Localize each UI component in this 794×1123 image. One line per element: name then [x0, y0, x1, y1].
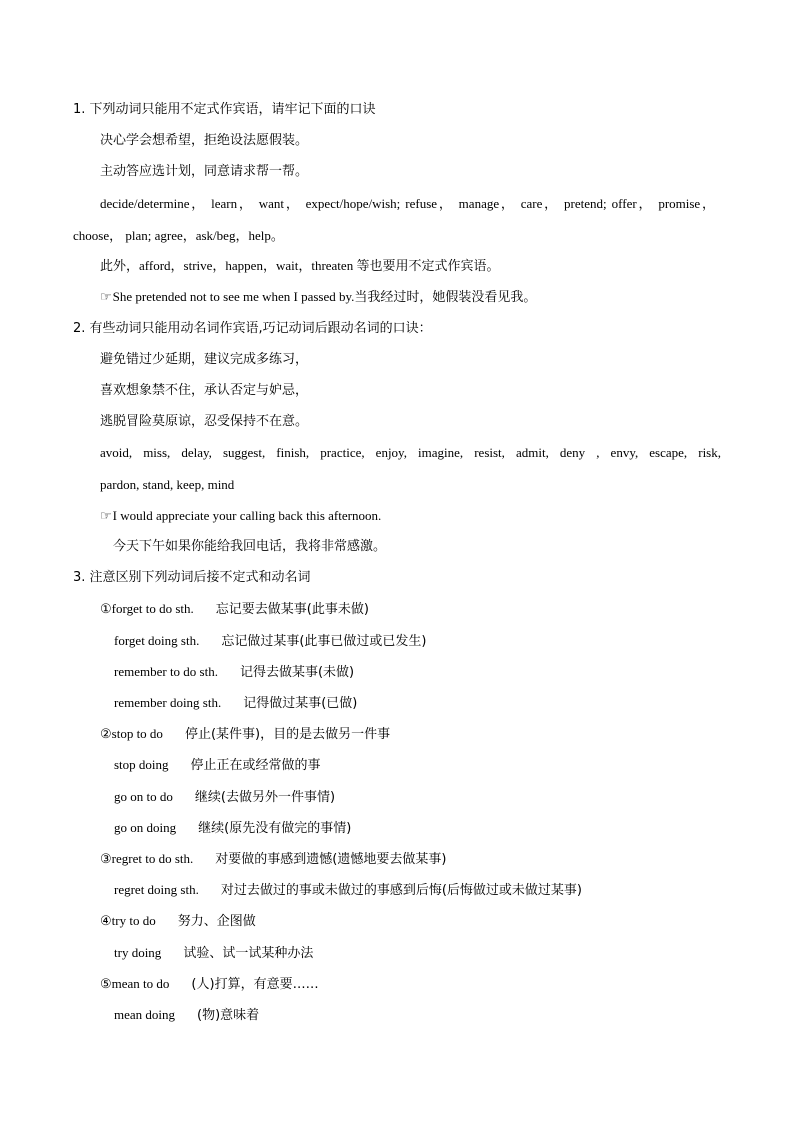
list-item: [114, 756, 321, 775]
section-2-example: [100, 507, 381, 525]
pattern-meaning: (物)意味着: [197, 1008, 260, 1023]
section-2-verbs-line: avoid, miss, delay, suggest, finish, practice, enjoy, imagine, resist, admit, deny , envy, escape, risk,: [100, 445, 721, 460]
section-2-rhyme-line: 喜欢想象禁不住，承认否定与妒忌，: [100, 383, 309, 398]
verb-pattern: go on to do: [114, 789, 173, 804]
section-1-note: 此外，afford，strive，happen，wait，threaten 等也要用不定式作宾语。: [100, 258, 500, 273]
example-sentence: She pretended not to see me when I passed by.当我经过时，她假装没看见我。: [112, 289, 537, 304]
section-1-verbs-line: choose， plan; agree，ask/beg，help。: [73, 228, 284, 243]
list-item: [114, 694, 357, 713]
verb-pattern: regret doing sth.: [114, 882, 199, 897]
list-item: [114, 632, 427, 651]
verb-pattern: mean doing: [114, 1007, 176, 1022]
section-2-translation: 今天下午如果你能给我回电话，我将非常感激。: [113, 539, 387, 554]
list-item: [100, 912, 256, 931]
verb-pattern: ①forget to do sth.: [100, 601, 194, 616]
pattern-meaning: 对过去做过的事或未做过的事感到后悔(后悔做过或未做过某事): [220, 883, 582, 898]
section-1-rhyme-line: 决心学会想希望，拒绝设法愿假装。: [100, 133, 309, 148]
verb-pattern: stop doing: [114, 757, 169, 772]
example-sentence: I would appreciate your calling back this afternoon.: [112, 508, 382, 523]
verb-pattern: ⑤mean to do: [100, 976, 170, 991]
list-item: [100, 600, 369, 619]
list-item: [100, 725, 390, 744]
verb-pattern: ②stop to do: [100, 726, 163, 741]
verb-pattern: ③regret to do sth.: [100, 851, 194, 866]
section-1-heading: 1. 下列动词只能用不定式作宾语，请牢记下面的口诀: [73, 102, 376, 117]
list-item: [114, 788, 335, 807]
list-item: [100, 975, 319, 994]
pattern-meaning: 对要做的事感到遗憾(遗憾地要去做某事): [215, 852, 447, 867]
list-item: [100, 850, 446, 869]
section-1-verbs-line: decide/determine， learn， want， expect/hope/wish; refuse， manage， care， pretend; offer， promise，: [100, 196, 715, 211]
section-2-verbs-line: pardon, stand, keep, mind: [100, 477, 235, 492]
verb-pattern: remember doing sth.: [114, 695, 222, 710]
pattern-meaning: 记得做过某事(已做): [243, 696, 358, 711]
pointing-hand-icon: ☞: [100, 289, 112, 304]
list-item: [114, 881, 582, 900]
section-1-example: [100, 288, 536, 306]
verb-pattern: try doing: [114, 945, 162, 960]
verb-pattern: forget doing sth.: [114, 633, 200, 648]
pattern-meaning: 停止正在或经常做的事: [190, 758, 321, 773]
pattern-meaning: 记得去做某事(未做): [239, 665, 355, 680]
list-item: [114, 944, 313, 963]
verb-pattern: go on doing: [114, 820, 177, 835]
pattern-meaning: 努力、企图做: [177, 914, 256, 929]
list-item: [114, 663, 354, 682]
pattern-meaning: 继续(去做另外一件事情): [194, 790, 336, 805]
list-item: [114, 1006, 259, 1025]
section-3-heading: 3. 注意区别下列动词后接不定式和动名词: [73, 570, 311, 585]
list-item: [114, 819, 351, 838]
section-2-heading: 2. 有些动词只能用动名词作宾语,巧记动词后跟动名词的口诀：: [73, 321, 432, 336]
pattern-meaning: 忘记要去做某事(此事未做): [215, 602, 369, 617]
section-2-rhyme-line: 避免错过少延期，建议完成多练习，: [100, 352, 309, 367]
pattern-meaning: (人)打算，有意要……: [191, 977, 319, 992]
verb-pattern: ④try to do: [100, 913, 156, 928]
pattern-meaning: 试验、试一试某种办法: [183, 946, 314, 961]
pattern-meaning: 停止(某件事)，目的是去做另一件事: [184, 727, 391, 742]
verb-pattern: remember to do sth.: [114, 664, 218, 679]
pointing-hand-icon: ☞: [100, 508, 112, 523]
pattern-meaning: 继续(原先没有做完的事情): [198, 821, 352, 836]
section-2-rhyme-line: 逃脱冒险莫原谅，忍受保持不在意。: [100, 414, 309, 429]
pattern-meaning: 忘记做过某事(此事已做过或已发生): [221, 634, 427, 649]
section-1-rhyme-line: 主动答应选计划，同意请求帮一帮。: [100, 164, 309, 179]
